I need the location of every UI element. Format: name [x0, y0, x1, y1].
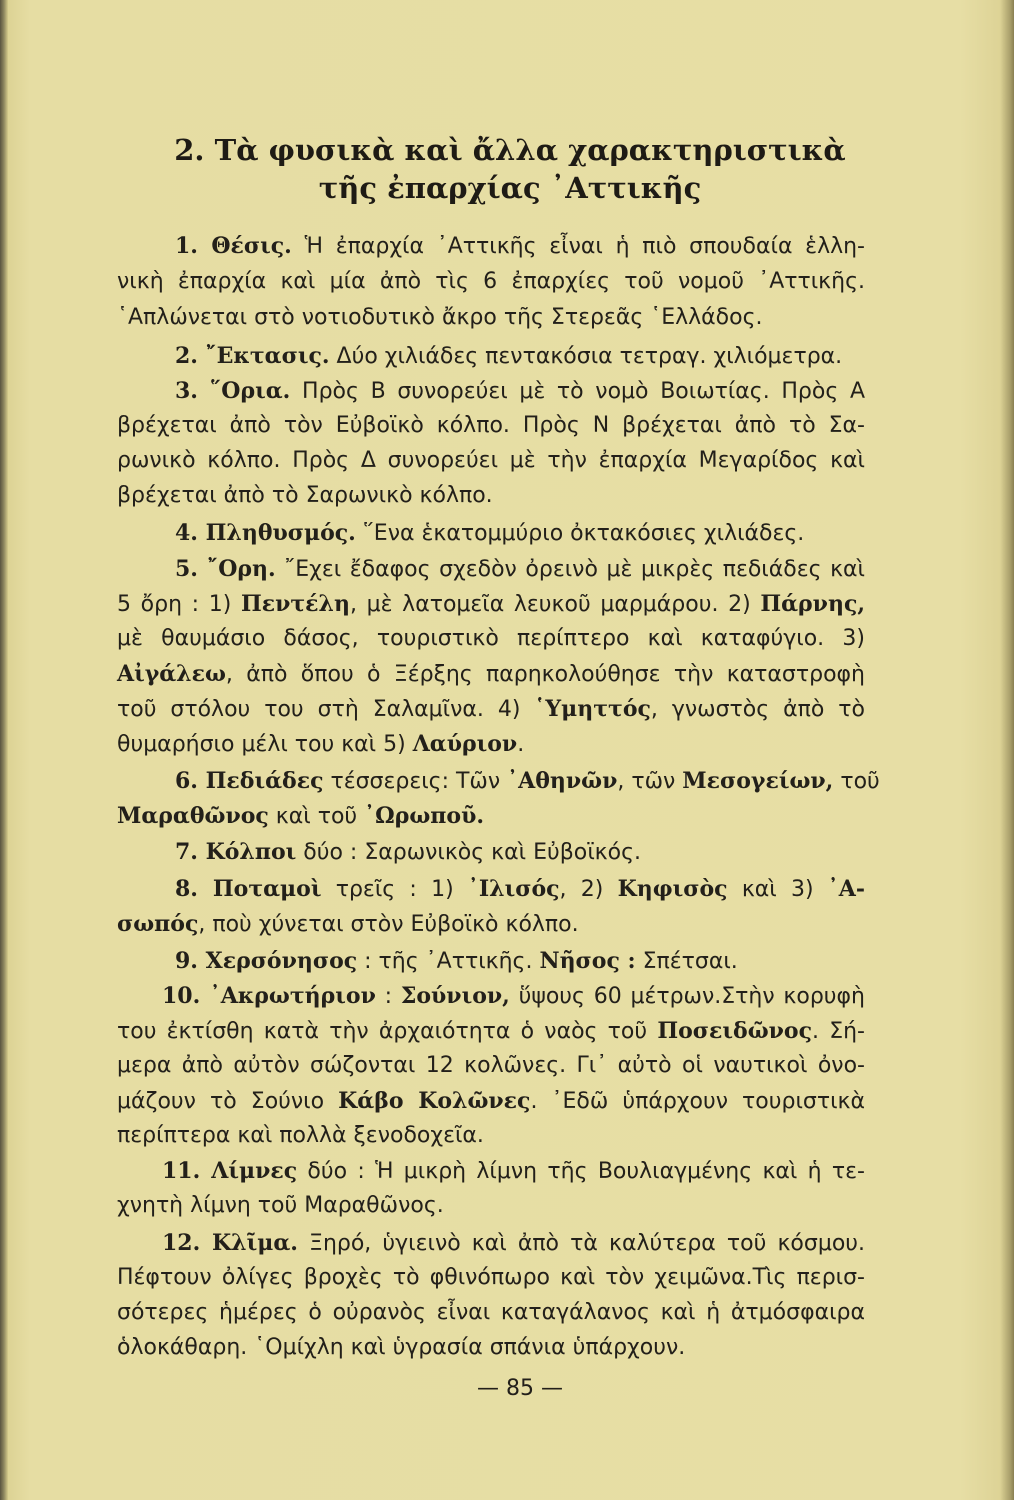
paragraph-population: 4. Πληθυσμός. ῞Ενα ἑκατομμύριο ὀκτακόσιες χιλιάδες. — [175, 520, 805, 546]
paragraph-area: 2. ῎Εκτασις. Δύο χιλιάδες πεντακόσια τετραγ. χιλιόμετρα. — [175, 343, 843, 369]
item-label-cape: 10. ᾿Ακρωτήριον — [162, 983, 376, 1009]
paragraph-climate-line-4: ὁλοκάθαρη. ῾Ομίχλη καὶ ὑγρασία σπάνια ὑπάρχουν. — [117, 1335, 686, 1360]
paragraph-location-line-1: 1. Θέσις. Ἡ ἐπαρχία ᾿Αττικῆς εἶναι ἡ πιὸ σπουδαία ἑλλη- — [175, 233, 865, 259]
paragraph-borders-line-4: βρέχεται ἀπὸ τὸ Σαρωνικὸ κόλπο. — [117, 483, 493, 508]
section-title-line-2: τῆς ἐπαρχίας ᾿Αττικῆς — [318, 171, 702, 205]
paragraph-cape-line-4: μάζουν τὸ Σούνιο Κάβο Κολῶνες. ᾿Εδῶ ὑπάρχουν τουριστικὰ — [117, 1088, 865, 1114]
paragraph-mountains-line-6: θυμαρήσιο μέλι του καὶ 5) Λαύριον. — [117, 731, 525, 757]
paragraph-climate-line-2: Πέφτουν ὀλίγες βροχὲς τὸ φθινόπωρο καὶ τὸν χειμῶνα.Τὶς περισ- — [117, 1265, 865, 1290]
paragraph-cape-line-1: 10. ᾿Ακρωτήριον : Σούνιον, ὕψους 60 μέτρων.Στὴν κορυφὴ — [162, 983, 865, 1009]
item-label-rivers: 8. Ποταμοὶ — [175, 876, 322, 902]
item-label-mountains: 5. ῎Ορη. — [175, 556, 276, 582]
paragraph-borders-line-2: βρέχεται ἀπὸ τὸν Εὐβοϊκὸ κόλπο. Πρὸς Ν βρέχεται ἀπὸ τὸ Σα- — [117, 413, 865, 438]
paragraph-mountains-line-3: μὲ θαυμάσιο δάσος, τουριστικὸ περίπτερο καὶ καταφύγιο. 3) — [117, 626, 865, 651]
item-label-climate: 12. Κλῖμα. — [162, 1230, 298, 1256]
item-label-lakes: 11. Λίμνες — [162, 1158, 298, 1184]
item-label-gulfs: 7. Κόλποι — [175, 839, 297, 865]
page-number: — 85 — — [477, 1376, 563, 1401]
paragraph-borders-line-1: 3. ῞Ορια. Πρὸς Β συνορεύει μὲ τὸ νομὸ Βοιωτίας. Πρὸς Α — [175, 378, 865, 404]
paragraph-mountains-line-1: 5. ῎Ορη. ῎Εχει ἔδαφος σχεδὸν ὀρεινὸ μὲ μικρὲς πεδιάδες καὶ — [175, 556, 865, 582]
item-label-location: 1. Θέσις. — [175, 233, 292, 259]
paragraph-mountains-line-5: τοῦ στόλου του στὴ Σαλαμῖνα. 4) ῾Υμηττός, γνωστὸς ἀπὸ τὸ — [117, 696, 865, 722]
item-label-peninsula: 9. Χερσόνησος — [175, 948, 358, 974]
paragraph-location-line-2: νικὴ ἐπαρχία καὶ μία ἀπὸ τὶς 6 ἐπαρχίες τοῦ νομοῦ ᾿Αττικῆς. — [117, 269, 865, 294]
item-label-borders: 3. ῞Ορια. — [175, 378, 291, 404]
paragraph-plains-line-2: Μαραθῶνος καὶ τοῦ ᾿Ωρωποῦ. — [117, 803, 485, 829]
paragraph-borders-line-3: ρωνικὸ κόλπο. Πρὸς Δ συνορεύει μὲ τὴν ἐπαρχία Μεγαρίδος καὶ — [117, 448, 865, 473]
paragraph-lakes-line-1: 11. Λίμνες δύο : Ἡ μικρὴ λίμνη τῆς Βουλιαγμένης καὶ ἡ τε- — [162, 1158, 865, 1184]
item-label-population: 4. Πληθυσμός. — [175, 520, 356, 546]
item-label-area: 2. ῎Εκτασις. — [175, 343, 330, 369]
paragraph-location-line-3: ῾Απλώνεται στὸ νοτιοδυτικὸ ἄκρο τῆς Στερεᾶς ῾Ελλάδος. — [117, 305, 763, 330]
paragraph-cape-line-2: του ἐκτίσθη κατὰ τὴν ἀρχαιότητα ὁ ναὸς τοῦ Ποσειδῶνος. Σή- — [117, 1018, 865, 1044]
paragraph-rivers-line-1: 8. Ποταμοὶ τρεῖς : 1) ᾿Ιλισός, 2) Κηφισὸς καὶ 3) ᾿Α- — [175, 876, 865, 902]
paragraph-peninsula: 9. Χερσόνησος : τῆς ᾿Αττικῆς. Νῆσος : Σπέτσαι. — [175, 948, 738, 974]
paragraph-cape-line-3: μερα ἀπὸ αὐτὸν σώζονται 12 κολῶνες. Γι᾿ αὐτὸ οἱ ναυτικοὶ ὀνο- — [117, 1053, 865, 1078]
page-right-edge — [1000, 0, 1014, 1500]
paragraph-lakes-line-2: χνητὴ λίμνη τοῦ Μαραθῶνος. — [117, 1193, 444, 1218]
paragraph-climate-line-3: σότερες ἡμέρες ὁ οὐρανὸς εἶναι καταγάλανος καὶ ἡ ἀτμόσφαιρα — [117, 1300, 865, 1325]
paragraph-mountains-line-4: Αἰγάλεω, ἀπὸ ὅπου ὁ Ξέρξης παρηκολούθησε τὴν καταστροφὴ — [117, 661, 865, 687]
paragraph-climate-line-1: 12. Κλῖμα. Ξηρό, ὑγιεινὸ καὶ ἀπὸ τὰ καλύτερα τοῦ κόσμου. — [162, 1230, 865, 1256]
section-title-line-1: 2. Τὰ φυσικὰ καὶ ἄλλα χαρακτηριστικὰ — [174, 133, 846, 167]
paragraph-gulfs: 7. Κόλποι δύο : Σαρωνικὸς καὶ Εὐβοϊκός. — [175, 839, 641, 865]
item-label-plains: 6. Πεδιάδες — [175, 768, 324, 794]
paragraph-cape-line-5: περίπτερα καὶ πολλὰ ξενοδοχεῖα. — [117, 1123, 484, 1148]
paragraph-rivers-line-2: σωπός, ποὺ χύνεται στὸν Εὐβοϊκὸ κόλπο. — [117, 911, 579, 937]
paragraph-mountains-line-2: 5 ὄρη : 1) Πεντέλη, μὲ λατομεῖα λευκοῦ μαρμάρου. 2) Πάρνης, — [117, 591, 865, 617]
paragraph-plains-line-1: 6. Πεδιάδες τέσσερεις: Τῶν ᾿Αθηνῶν, τῶν Μεσογείων, τοῦ — [175, 768, 880, 794]
page-binding-edge — [0, 0, 8, 1500]
